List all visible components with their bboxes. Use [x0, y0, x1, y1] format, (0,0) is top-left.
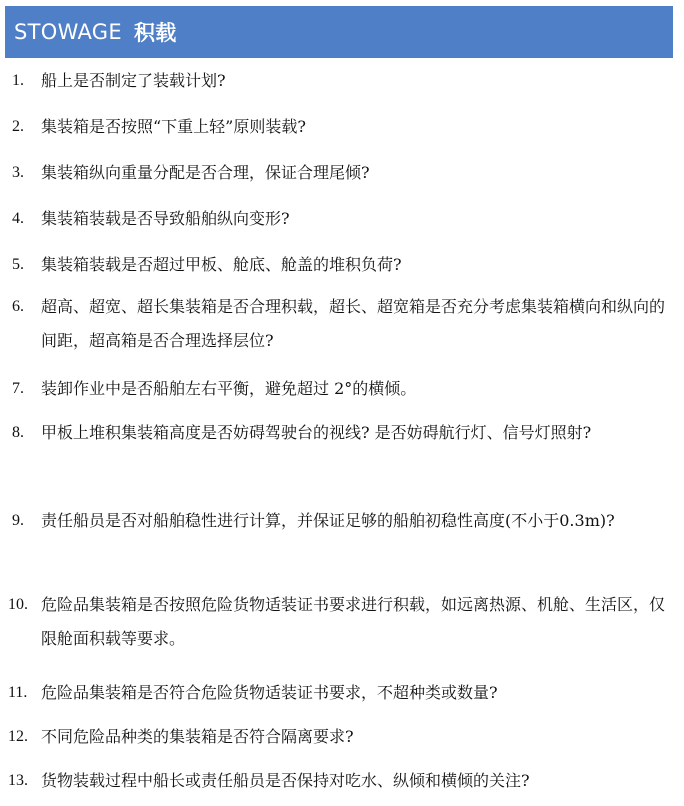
- item-number: 6.: [12, 298, 24, 315]
- item-text: 货物装载过程中船长或责任船员是否保持对吃水、纵倾和横倾的关注?: [41, 771, 530, 790]
- item-number: 13.: [8, 772, 28, 789]
- item-text: 甲板上堆积集装箱高度是否妨碍驾驶台的视线? 是否妨碍航行灯、信号灯照射?: [41, 423, 592, 442]
- item-number: 5.: [12, 256, 24, 273]
- item-text: 超高、超宽、超长集装箱是否合理积载，超长、超宽箱是否充分考虑集装箱横向和纵向的间距，超高箱是否合理选择层位?: [41, 297, 666, 350]
- item-text: 船上是否制定了装载计划?: [41, 71, 226, 90]
- item-number: 8.: [12, 424, 24, 441]
- item-number: 7.: [12, 380, 24, 397]
- section-header: [5, 6, 673, 58]
- header-title-en: STOWAGE: [14, 20, 122, 44]
- item-number: 12.: [8, 728, 28, 745]
- item-text: 不同危险品种类的集装箱是否符合隔离要求?: [41, 727, 354, 746]
- item-text: 责任船员是否对船舶稳性进行计算，并保证足够的船舶初稳性高度(不小于0.3m)?: [41, 511, 615, 530]
- item-text: 集装箱纵向重量分配是否合理，保证合理尾倾?: [41, 163, 370, 182]
- item-number: 4.: [12, 210, 24, 227]
- header-title-cn: 积载: [133, 21, 177, 45]
- item-number: 9.: [12, 512, 24, 529]
- item-number: 2.: [12, 118, 24, 135]
- item-text: 危险品集装箱是否按照危险货物适装证书要求进行积载，如远离热源、机舱、生活区，仅限舱面积载等要求。: [41, 595, 666, 648]
- item-text: 危险品集装箱是否符合危险货物适装证书要求，不超种类或数量?: [41, 683, 498, 702]
- item-text: 集装箱是否按照“下重上轻”原则装载?: [41, 117, 306, 136]
- item-text: 集装箱装载是否导致船舶纵向变形?: [41, 209, 290, 228]
- item-number: 10.: [8, 596, 28, 613]
- item-number: 3.: [12, 164, 24, 181]
- item-text: 集装箱装载是否超过甲板、舱底、舱盖的堆积负荷?: [41, 255, 402, 274]
- item-number: 1.: [12, 72, 24, 89]
- item-number: 11.: [8, 684, 28, 701]
- item-text: 装卸作业中是否船舶左右平衡，避免超过 2°的横倾。: [41, 379, 417, 398]
